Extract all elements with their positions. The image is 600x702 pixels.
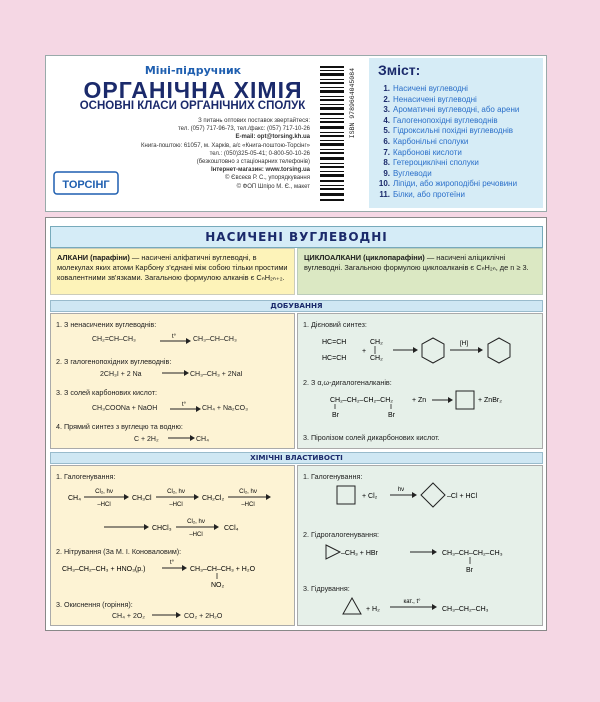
equation: CH₃COONa + NaOH xyxy=(92,405,158,412)
svg-text:HC=CH: HC=CH xyxy=(322,355,347,362)
list-item[interactable]: 10. Ліпіди, або жироподібні речовини xyxy=(378,179,518,189)
equation: C + 2H₂ xyxy=(134,436,159,443)
svg-text:–HCl: –HCl xyxy=(241,502,255,508)
diene-synthesis-scheme xyxy=(300,330,540,370)
nitration-scheme xyxy=(52,557,292,593)
list-item[interactable]: 9. Вуглеводи xyxy=(383,168,432,178)
svg-text:CH₃Cl: CH₃Cl xyxy=(132,495,152,502)
equation: CH₃–CH–CH₃ xyxy=(193,336,237,343)
production-header: ДОБУВАННЯ xyxy=(50,300,543,312)
svg-text:CH₂Cl₂: CH₂Cl₂ xyxy=(202,495,225,502)
svg-text:–HCl: –HCl xyxy=(97,502,111,508)
method-label: 1. З ненасичених вуглеводнів: xyxy=(56,320,157,329)
list-item[interactable]: 2. Ненасичені вуглеводні xyxy=(383,94,477,104)
svg-text:+: + xyxy=(362,348,367,355)
series-label: Міні-підручник xyxy=(144,64,242,77)
method-label: 3. З солей карбонових кислот: xyxy=(56,388,158,397)
svg-text:hν: hν xyxy=(397,487,405,493)
svg-text:кат., t°: кат., t° xyxy=(403,599,421,605)
hydrohalogenation-scheme xyxy=(300,540,540,580)
list-item[interactable]: 11. Білки, або протеїни xyxy=(379,189,465,199)
book-title: ОРГАНІЧНА ХІМІЯ xyxy=(83,77,303,103)
svg-text:CH₃–CH₂–CH₃ + HNO₃(p.): CH₃–CH₂–CH₃ + HNO₃(p.) xyxy=(62,566,146,573)
method-label: 3. Гідрування: xyxy=(303,584,350,593)
section-title: НАСИЧЕНІ ВУГЛЕВОДНІ xyxy=(50,226,543,248)
reaction-arrow xyxy=(166,433,196,443)
list-item[interactable]: 1. Насичені вуглеводні xyxy=(383,84,468,93)
equation: CO₂ + 2H₂O xyxy=(184,613,223,620)
method-label: 3. Окиснення (горіння): xyxy=(56,600,133,609)
halogenation-chain xyxy=(52,482,292,544)
svg-text:CH₂: CH₂ xyxy=(370,339,383,346)
svg-text:Cl₂, hν: Cl₂, hν xyxy=(95,489,113,495)
svg-text:Br: Br xyxy=(332,412,339,419)
list-item[interactable]: 5. Гідроксильні похідні вуглеводнів xyxy=(383,126,514,136)
contents-title: Зміст: xyxy=(378,62,421,78)
svg-text:CH₂: CH₂ xyxy=(370,355,383,362)
svg-text:CH₄: CH₄ xyxy=(68,495,81,502)
svg-text:t°: t° xyxy=(181,402,187,408)
contents-list xyxy=(378,84,546,201)
svg-text:–Cl + HCl: –Cl + HCl xyxy=(447,493,478,500)
alkanes-definition: АЛКАНИ (парафіни) — насичені аліфатичні вуглеводні, в молекулах яких атоми Карбону з'єднані між собою тільки простими ковалентними зв'язками. Загальною формулою алканів є CₙH₂ₙ₊₂. xyxy=(50,248,295,295)
reaction-arrow xyxy=(158,332,192,346)
svg-text:–HCl: –HCl xyxy=(189,532,203,538)
method-label: 1. Галогенування: xyxy=(56,472,116,481)
svg-text:–HCl: –HCl xyxy=(169,502,183,508)
book-subtitle: ОСНОВНІ КЛАСИ ОРГАНІЧНИХ СПОЛУК xyxy=(79,100,306,112)
svg-text:Cl₂, hν: Cl₂, hν xyxy=(187,519,205,525)
svg-text:HC=CH: HC=CH xyxy=(322,339,347,346)
method-label: 1. Галогенування: xyxy=(303,472,363,481)
publisher-logo xyxy=(52,168,122,198)
svg-text:CH₃–CH₂–CH₃: CH₃–CH₂–CH₃ xyxy=(442,606,489,613)
method-label: 2. З α,ω-дигалогеналканів: xyxy=(303,378,392,387)
svg-text:CCl₄: CCl₄ xyxy=(224,525,239,532)
svg-text:+ Zn: + Zn xyxy=(412,397,427,404)
equation: CH₂=CH–CH₃ xyxy=(92,336,136,343)
cycloalkanes-definition: ЦИКЛОАЛКАНИ (циклопарафіни) — насичені аліциклічні вуглеводні. Загальною формулою циклоалканів є CₙH₂ₙ, де n ≥ 3. xyxy=(297,248,543,295)
svg-text:CH₃–CH–CH₃ + H₂O: CH₃–CH–CH₃ + H₂O xyxy=(190,566,256,573)
list-item[interactable]: 7. Карбонові кислоти xyxy=(383,147,462,157)
svg-text:Br: Br xyxy=(466,567,473,574)
method-label: 4. Прямий синтез з вуглецю та водню: xyxy=(56,422,183,431)
method-label: 2. Нітрування (За М. І. Коноваловим): xyxy=(56,547,182,556)
svg-text:+ H₂: + H₂ xyxy=(366,606,380,613)
equation: CH₃–CH₃ + 2NaI xyxy=(190,371,243,378)
method-label: 3. Піролізом солей дикарбонових кислот. xyxy=(303,433,440,442)
reaction-arrow xyxy=(150,610,182,620)
method-label: 2. Гідрогалогенування: xyxy=(303,530,379,539)
svg-text:–CH₃ + HBr: –CH₃ + HBr xyxy=(341,550,378,557)
reaction-arrow xyxy=(168,400,202,414)
equation: 2CH₃I + 2 Na xyxy=(100,371,142,378)
svg-text:Br: Br xyxy=(388,412,395,419)
svg-text:ТОРСІНГ: ТОРСІНГ xyxy=(62,179,110,191)
list-item[interactable]: 3. Ароматичні вуглеводні, або арени xyxy=(383,105,520,115)
svg-text:+ Cl₂: + Cl₂ xyxy=(362,493,378,500)
method-label: 1. Дієновий синтез: xyxy=(303,320,367,329)
svg-text:NO₂: NO₂ xyxy=(211,582,225,589)
svg-text:CH₃–CH–CH₂–CH₃: CH₃–CH–CH₂–CH₃ xyxy=(442,550,503,557)
svg-text:Cl₂, hν: Cl₂, hν xyxy=(239,489,257,495)
svg-text:CHCl₃: CHCl₃ xyxy=(152,525,172,532)
svg-text:CH₂–CH₂–CH₂–CH₂: CH₂–CH₂–CH₂–CH₂ xyxy=(330,397,393,404)
hydrogenation-scheme xyxy=(300,594,540,620)
svg-text:[H]: [H] xyxy=(459,340,469,347)
reaction-arrow xyxy=(160,368,190,378)
svg-text:t°: t° xyxy=(169,560,175,566)
list-item[interactable]: 6. Карбонільні сполуки xyxy=(383,136,469,146)
dihalide-cyclization-scheme xyxy=(300,388,540,420)
svg-text:+ ZnBr₂: + ZnBr₂ xyxy=(478,397,502,404)
svg-text:t°: t° xyxy=(171,334,177,340)
equation: CH₄ xyxy=(196,436,209,443)
equation: CH₄ + 2O₂ xyxy=(112,613,146,620)
equation: CH₄ + Na₂CO₃ xyxy=(202,405,248,412)
cycloalkane-halogenation-scheme xyxy=(300,480,540,514)
list-item[interactable]: 8. Гетероциклічні сполуки xyxy=(383,158,479,168)
list-item[interactable]: 4. Галогенопохідні вуглеводнів xyxy=(383,115,498,125)
publisher-info: З питань оптових поставок звертайтеся: тел. (057) 717-96-73, тел./факс: (057) 717-10-26 E-mail: opt@torsing.kh.ua Книга-поштою: 61057, м. Харків, а/с «Книга-поштою-Торсінг» тел.: (050)325-05-41; 0-800-50-10-26 (безкоштовно з стаціонарних телефонів) Інтернет-магазин: www.torsing.ua © Євсеєв Р. С., упорядкування © ФОП Шпіро М. Є., макет xyxy=(141,118,310,190)
method-label: 2. З галогенопохідних вуглеводнів: xyxy=(56,357,172,366)
barcode: ISBN 9789664045084 xyxy=(316,60,364,208)
svg-text:Cl₂, hν: Cl₂, hν xyxy=(167,489,185,495)
properties-header: ХІМІЧНІ ВЛАСТИВОСТІ xyxy=(50,452,543,464)
